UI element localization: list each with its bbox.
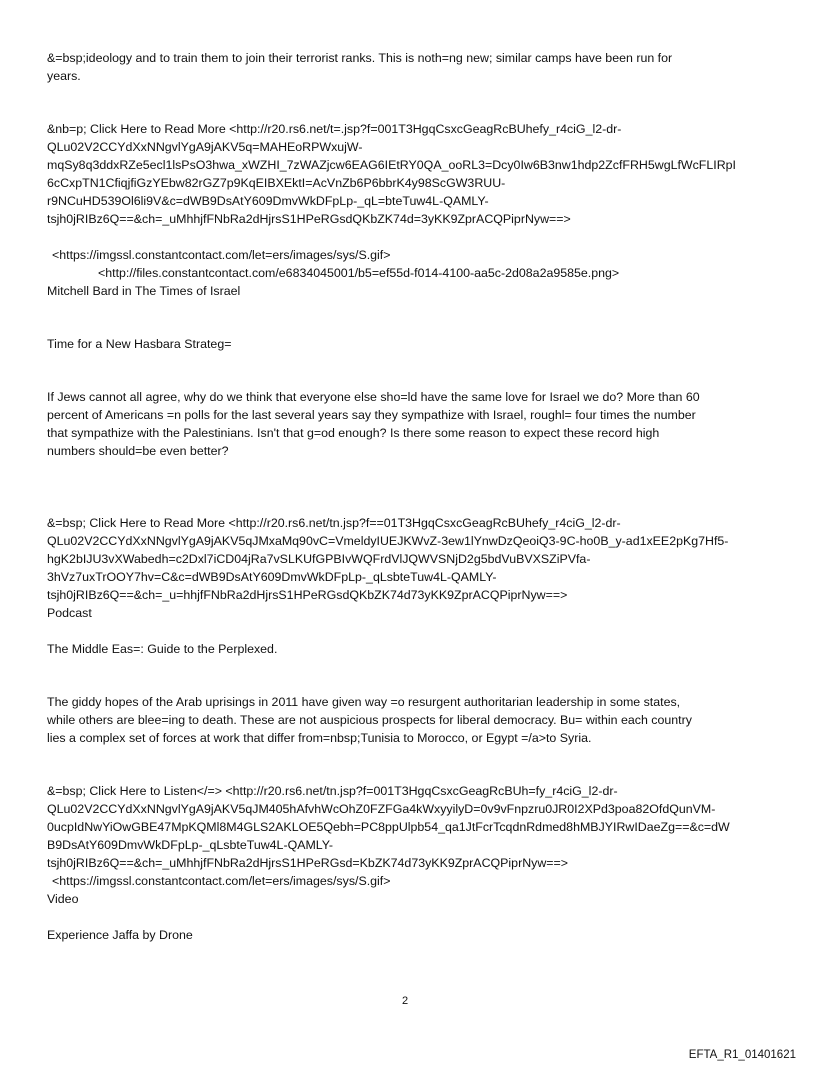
text-line: that sympathize with the Palestinians. Isn't that g=od enough? Is there some reason to expect these record high (47, 426, 660, 440)
link-line[interactable]: B9DsAtY609DmvWkDFpLp-_qLsbteTuw4L-QAMLY- (47, 838, 334, 852)
article-title: The Middle Eas=: Guide to the Perplexed. (47, 642, 278, 656)
bates-number: EFTA_R1_01401621 (688, 1049, 796, 1061)
text-line: numbers should=be even better? (47, 444, 229, 458)
text-line: The giddy hopes of the Arab uprisings in 2011 have given way =o resurgent authoritarian leadership in some states, (47, 695, 681, 709)
text-line: percent of Americans =n polls for the last several years say they sympathize with Israel, roughl= four times the number (47, 408, 696, 422)
article-title: Time for a New Hasbara Strateg= (47, 337, 232, 351)
text-line: &=bsp;ideology and to train them to join their terrorist ranks. This is noth=ng new; similar camps have been run for (47, 51, 673, 65)
link-line[interactable]: hgK2bIJU3vXWabedh=c2Dxl7iCD04jRa7vSLKUfGPBIvWQFrdVlJQWVSNjD2g5bdVuBVXSZiPVfa- (47, 552, 591, 566)
link-line[interactable]: tsjh0jRIBz6Q==&ch=_uMhhjfFNbRa2dHjrsS1HPeRGsd=KbZK74d73yKK9ZprACQPiprNyw==> (47, 856, 568, 870)
image-link-line[interactable]: <http://files.constantcontact.com/e6834045001/b5=ef55d-f014-4100-aa5c-2d08a2a9585e.png> (98, 266, 620, 280)
link-line[interactable]: QLu02V2CCYdXxNNgvlYgA9jAKV5qJM405hAfvhWcOhZ0FZFGa4kWxyyilyD=0v9vFnpzru0JR0I2XPd3poa82OfdQunVM- (47, 802, 716, 816)
link-line[interactable]: tsjh0jRIBz6Q==&ch=_uMhhjfFNbRa2dHjrsS1HPeRGsdQKbZK74d=3yKK9ZprACQPiprNyw==> (47, 212, 571, 226)
link-line[interactable]: mqSy8q3ddxRZe5ecl1lsPsO3hwa_xWZHI_7zWAZjcw6EAG6IEtRY0QA_ooRL3=Dcy0Iw6B3nw1hdp2ZcfFRH5wgLfWcFLIRpI (47, 158, 736, 172)
link-line[interactable]: QLu02V2CCYdXxNNgvlYgA9jAKV5qJMxaMq90vC=VmeldyIUEJKWvZ-3ew1lYnwDzQeoiQ3-9C-ho0B_y-ad1xEE2pKg7Hf5- (47, 534, 729, 548)
link-line[interactable]: 6cCxpTN1CfiqjfiGzYEbw82rGZ7p9KqEIBXEktI=AcVnZb6P6bbrK4y98ScGW3RUU- (47, 176, 506, 190)
section-label: Podcast (47, 606, 92, 620)
text-line: years. (47, 69, 81, 83)
text-line: while others are blee=ing to death. These are not auspicious prospects for liberal democracy. Bu= within each country (47, 713, 692, 727)
link-line[interactable]: 3hVz7uxTrOOY7hv=C&c=dWB9DsAtY609DmvWkDFpLp-_qLsbteTuw4L-QAMLY- (47, 570, 497, 584)
link-line[interactable]: 0ucpIdNwYiOwGBE47MpKQMl8M4GLS2AKLOE5Qebh=PC8ppUlpb54_qa1JtFcrTcqdnRdmed8hMBJYIRwIDaeZg==&c=dW (47, 820, 730, 834)
link-line[interactable]: &nb=p; Click Here to Read More <http://r20.rs6.net/t=.jsp?f=001T3HgqCsxcGeagRcBUhefy_r4ciG_l2-dr- (47, 122, 622, 136)
link-line[interactable]: r9NCuHD539Ol6li9V&c=dWB9DsAtY609DmvWkDFpLp-_qL=bteTuw4L-QAMLY- (47, 194, 489, 208)
link-line[interactable]: &=bsp; Click Here to Listen</=> <http://r20.rs6.net/tn.jsp?f=001T3HgqCsxcGeagRcBUh=fy_r4ciG_l2-dr- (47, 784, 618, 798)
link-line[interactable]: QLu02V2CCYdXxNNgvlYgA9jAKV5q=MAHEoRPWxujW- (47, 140, 363, 154)
image-link-line[interactable]: <https://imgssl.constantcontact.com/let=ers/images/sys/S.gif> (52, 248, 391, 262)
section-label: Video (47, 892, 79, 906)
text-line: If Jews cannot all agree, why do we think that everyone else sho=ld have the same love for Israel we do? More than 60 (47, 390, 700, 404)
page-number: 2 (402, 995, 409, 1007)
byline: Mitchell Bard in The Times of Israel (47, 284, 241, 298)
text-line: lies a complex set of forces at work that differ from=nbsp;Tunisia to Morocco, or Egypt =/a>to Syria. (47, 731, 592, 745)
link-line[interactable]: tsjh0jRIBz6Q==&ch=_u=hhjfFNbRa2dHjrsS1HPeRGsdQKbZK74d73yKK9ZprACQPiprNyw==> (47, 588, 568, 602)
article-title: Experience Jaffa by Drone (47, 928, 193, 942)
link-line[interactable]: &=bsp; Click Here to Read More <http://r20.rs6.net/tn.jsp?f==01T3HgqCsxcGeagRcBUhefy_r4ciG_l2-dr- (47, 516, 621, 530)
image-link-line[interactable]: <https://imgssl.constantcontact.com/let=ers/images/sys/S.gif> (52, 874, 391, 888)
